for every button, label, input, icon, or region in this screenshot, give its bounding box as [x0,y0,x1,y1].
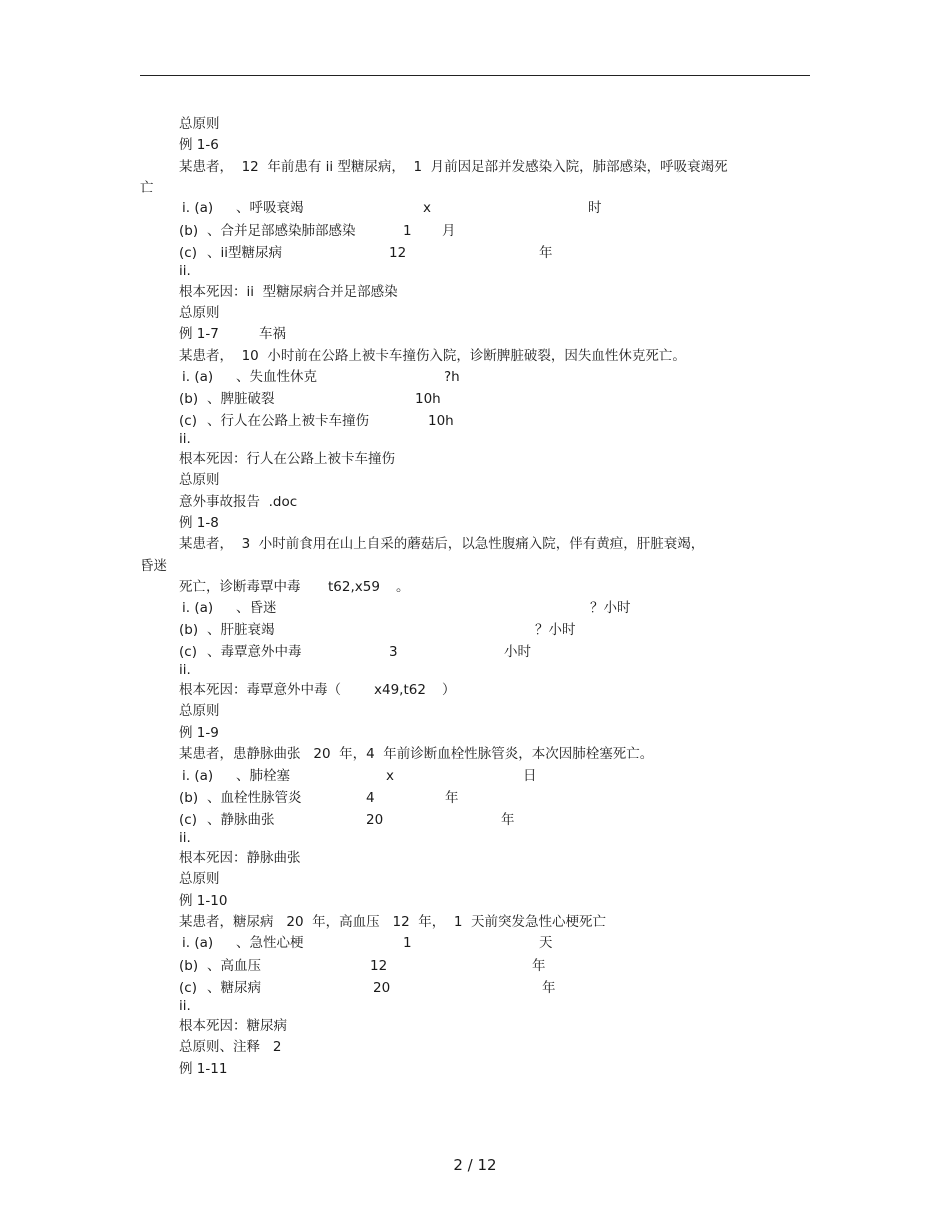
text-segment: 例 1-6 [179,137,219,153]
text-segment: ？小时 [535,622,576,638]
text-segment: 3 [389,644,398,660]
text-segment: 年 [532,958,546,974]
text-segment: 、失血性休克 [236,369,317,385]
text-segment: (b) [179,790,199,806]
text-segment: 某患者， 3 小时前食用在山上自采的蘑菇后，以急性腹痛入院，伴有黄疸，肝脏衰竭， [179,536,705,552]
text-segment: 某患者， 12 年前患有 ii 型糖尿病， 1 月前因足部并发感染入院，肺部感染，呼吸衰竭死 [179,159,728,175]
text-segment: 车祸 [259,326,286,342]
text-segment: 20 [373,980,391,996]
text-segment: 、行人在公路上被卡车撞伤 [207,413,369,429]
text-segment: 某患者， 10 小时前在公路上被卡车撞伤入院，诊断脾脏破裂，因失血性休克死亡。 [179,348,686,364]
text-segment: 例 1-11 [179,1061,228,1077]
header-rule [140,75,810,76]
text-segment: (c) [179,812,197,828]
text-segment: (c) [179,245,197,261]
text-segment: i. (a) [182,768,214,784]
text-segment: 昏迷 [140,558,167,574]
text-segment: 、呼吸衰竭 [236,200,304,216]
text-segment: i. (a) [182,200,214,216]
text-segment: i. (a) [182,369,214,385]
text-segment: 根本死因：行人在公路上被卡车撞伤 [179,451,395,467]
text-segment: ） [442,682,456,698]
text-segment: 、高血压 [207,958,261,974]
text-segment: ?h [444,369,460,385]
text-segment: 日 [523,768,537,784]
text-segment: 20 [366,812,384,828]
text-segment: 年 [542,980,556,996]
text-segment: 根本死因：糖尿病 [179,1018,287,1034]
text-segment: (b) [179,622,199,638]
text-segment: 根本死因：ii 型糖尿病合并足部感染 [179,284,398,300]
text-segment: 例 1-9 [179,725,219,741]
text-segment: 天 [539,935,553,951]
text-segment: 亡 [140,180,154,196]
text-segment: ii. [179,830,191,846]
text-segment: 、糖尿病 [207,980,261,996]
text-segment: 总原则 [179,703,220,719]
text-segment: 、急性心梗 [236,935,304,951]
text-segment: 月 [442,223,456,239]
text-segment: 4 [366,790,375,806]
text-segment: 小时 [504,644,531,660]
text-segment: x49,t62 [374,682,426,698]
text-segment: 例 1-10 [179,893,228,909]
text-segment: 1 [403,223,412,239]
text-segment: (c) [179,413,197,429]
text-segment: 某患者，糖尿病 20 年，高血压 12 年， 1 天前突发急性心梗死亡 [179,914,607,930]
text-segment: 根本死因：静脉曲张 [179,850,301,866]
text-segment: ii. [179,431,191,447]
text-segment: t62,x59 [328,579,380,595]
text-segment: 、ii型糖尿病 [207,245,283,261]
text-segment: (b) [179,223,199,239]
page-number: 2 / 12 [453,1156,497,1174]
text-segment: 10h [428,413,454,429]
text-segment: 10h [415,391,441,407]
text-segment: 某患者，患静脉曲张 20 年，4 年前诊断血栓性脉管炎，本次因肺栓塞死亡。 [179,746,654,762]
text-segment: 例 1-8 [179,515,219,531]
text-segment: 、昏迷 [236,600,277,616]
text-segment: 总原则 [179,305,220,321]
text-segment: x [423,200,431,216]
text-segment: 1 [403,935,412,951]
text-segment: 总原则 [179,871,220,887]
text-segment: (c) [179,980,197,996]
text-segment: 根本死因：毒覃意外中毒（ [179,682,341,698]
text-segment: 时 [588,200,602,216]
text-segment: 、静脉曲张 [207,812,275,828]
text-segment: 例 1-7 [179,326,219,342]
text-segment: 年 [445,790,459,806]
text-segment: ii. [179,662,191,678]
text-segment: 。 [396,579,410,595]
text-segment: 、血栓性脉管炎 [207,790,302,806]
text-segment: i. (a) [182,935,214,951]
text-segment: (b) [179,958,199,974]
text-segment: ii. [179,998,191,1014]
text-segment: i. (a) [182,600,214,616]
text-segment: 死亡，诊断毒覃中毒 [179,579,301,595]
text-segment: 、脾脏破裂 [207,391,275,407]
text-segment: 总原则、注释 2 [179,1039,282,1055]
text-segment: x [386,768,394,784]
text-segment: 总原则 [179,472,220,488]
text-segment: 总原则 [179,116,220,132]
text-segment: ii. [179,263,191,279]
text-segment: 、合并足部感染肺部感染 [207,223,356,239]
text-segment: 、肺栓塞 [236,768,290,784]
text-segment: 12 [389,245,407,261]
text-segment: (b) [179,391,199,407]
text-segment: 年 [539,245,553,261]
text-segment: 、肝脏衰竭 [207,622,275,638]
text-segment: (c) [179,644,197,660]
text-segment: 意外事故报告 .doc [179,494,298,510]
text-segment: 年 [501,812,515,828]
text-segment: ？小时 [590,600,631,616]
text-segment: 12 [370,958,388,974]
text-segment: 、毒覃意外中毒 [207,644,302,660]
